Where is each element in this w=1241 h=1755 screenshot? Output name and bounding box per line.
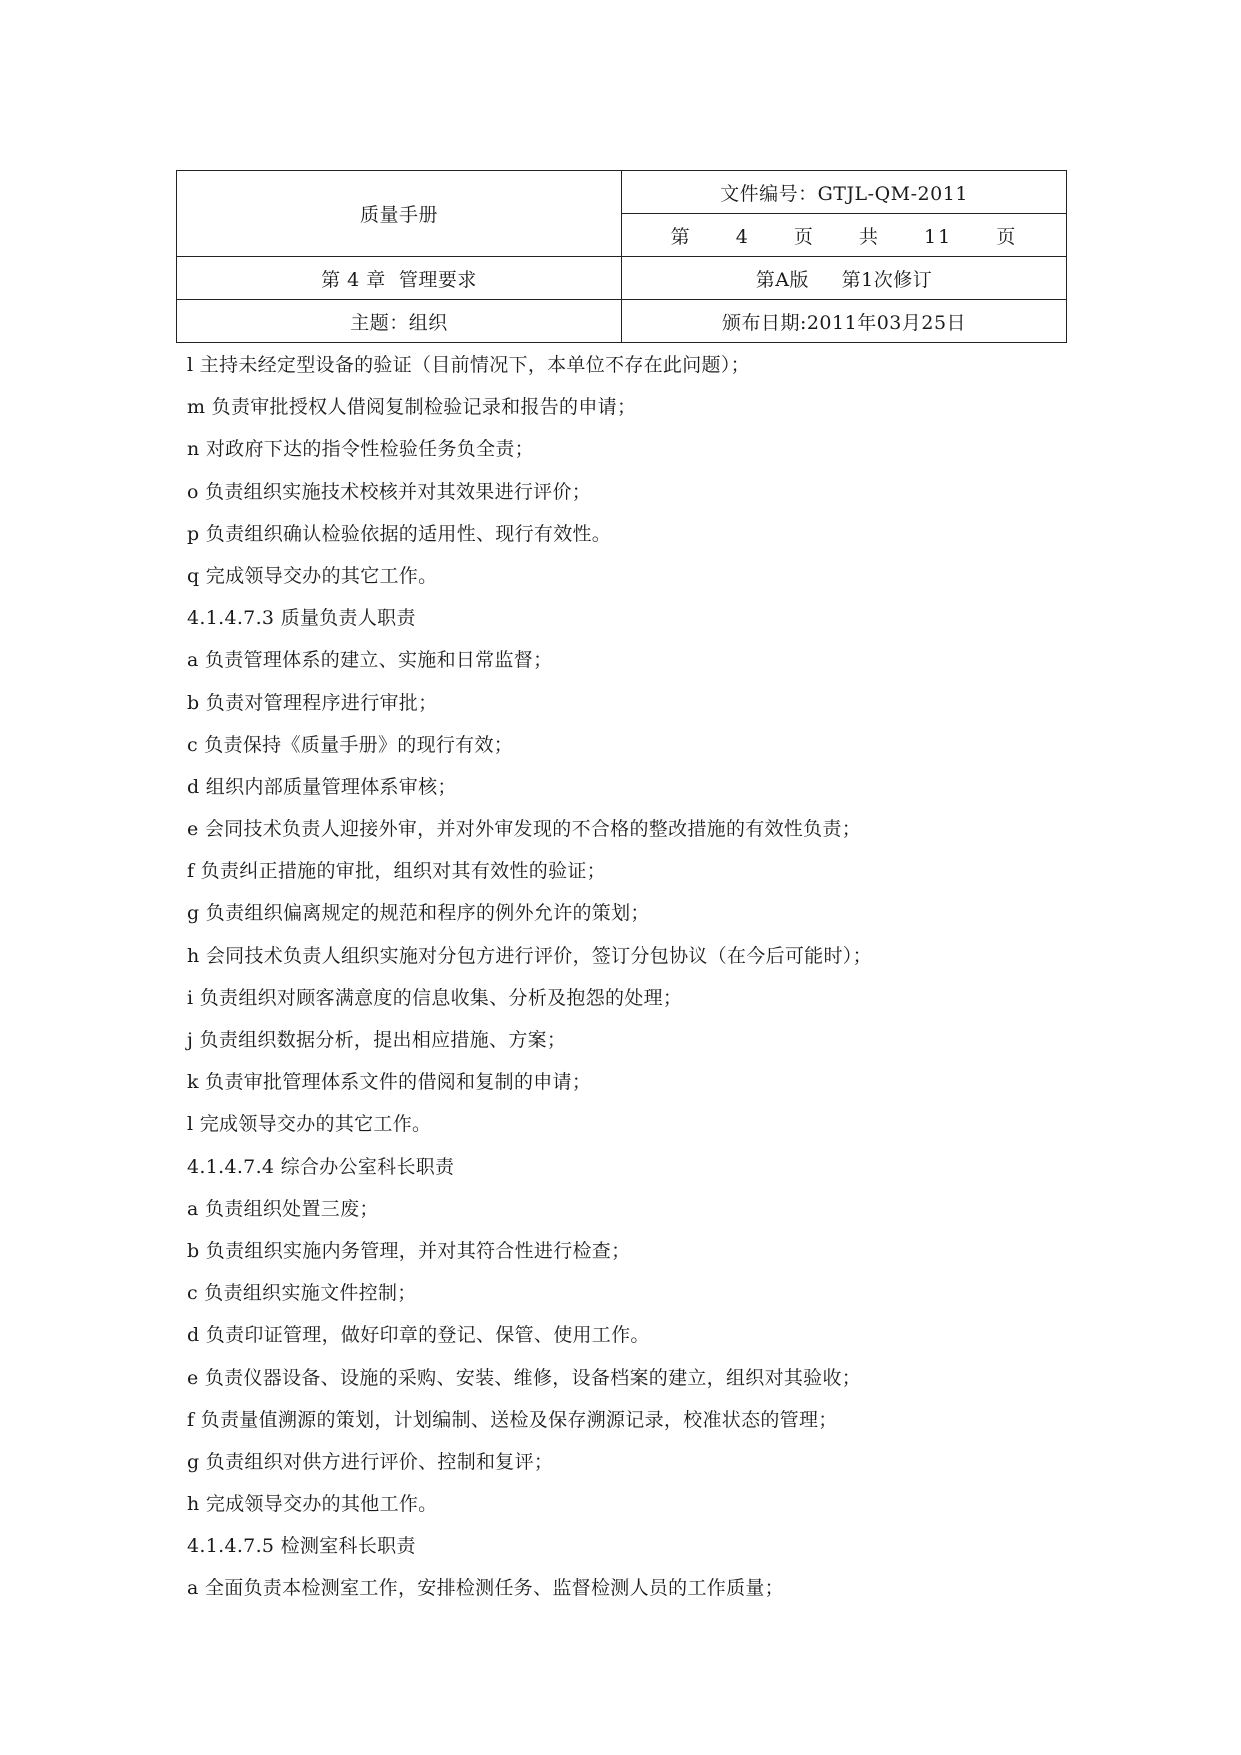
text-line: p 负责组织确认检验依据的适用性、现行有效性。 [187, 522, 612, 545]
issue-date: 颁布日期:2011年03月25日 [622, 300, 1067, 343]
text-line: l 完成领导交办的其它工作。 [187, 1113, 432, 1136]
text-line: a 全面负责本检测室工作，安排检测任务、监督检测人员的工作质量； [187, 1577, 784, 1600]
section-heading: 4.1.4.7.3 质量负责人职责 [187, 607, 416, 630]
section-heading: 4.1.4.7.5 检测室科长职责 [187, 1535, 416, 1558]
text-line: d 负责印证管理，做好印章的登记、保管、使用工作。 [187, 1324, 650, 1347]
text-line: g 负责组织偏离规定的规范和程序的例外允许的策划； [187, 902, 650, 925]
chapter-title: 第 4 章 管理要求 [177, 257, 622, 300]
text-line: e 会同技术负责人迎接外审，并对外审发现的不合格的整改措施的有效性负责； [187, 818, 862, 841]
text-line: h 会同技术负责人组织实施对分包方进行评价，签订分包协议（在今后可能时）； [187, 944, 872, 967]
page-info: 第 4 页 共 11 页 [622, 214, 1067, 257]
text-line: i 负责组织对顾客满意度的信息收集、分析及抱怨的处理； [187, 986, 683, 1009]
text-line: q 完成领导交办的其它工作。 [187, 564, 438, 587]
text-line: e 负责仪器设备、设施的采购、安装、维修，设备档案的建立，组织对其验收； [187, 1366, 862, 1389]
document-header-table [176, 170, 1067, 343]
text-line: f 负责纠正措施的审批，组织对其有效性的验证； [187, 860, 606, 883]
document-body [187, 344, 1067, 1610]
text-line: c 负责保持《质量手册》的现行有效； [187, 733, 514, 756]
text-line: o 负责组织实施技术校核并对其效果进行评价； [187, 480, 592, 503]
text-line: c 负责组织实施文件控制； [187, 1282, 417, 1305]
text-line: k 负责审批管理体系文件的借阅和复制的申请； [187, 1071, 592, 1094]
text-line: a 负责管理体系的建立、实施和日常监督； [187, 649, 553, 672]
text-line: a 负责组织处置三废； [187, 1197, 379, 1220]
subject: 主题：组织 [177, 300, 622, 343]
section-heading: 4.1.4.7.4 综合办公室科长职责 [187, 1155, 455, 1178]
text-line: n 对政府下达的指令性检验任务负全责； [187, 438, 534, 461]
text-line: b 负责对管理程序进行审批； [187, 691, 438, 714]
revision-info: 第A版 第1次修订 [622, 257, 1067, 300]
text-line: d 组织内部质量管理体系审核； [187, 775, 457, 798]
text-line: l 主持未经定型设备的验证（目前情况下，本单位不存在此问题）； [187, 354, 750, 376]
text-line: m 负责审批授权人借阅复制检验记录和报告的申请； [187, 396, 637, 419]
text-line: f 负责量值溯源的策划，计划编制、送检及保存溯源记录，校准状态的管理； [187, 1408, 838, 1431]
text-line: j 负责组织数据分析，提出相应措施、方案； [187, 1029, 567, 1051]
text-line: h 完成领导交办的其他工作。 [187, 1493, 438, 1516]
doc-number: 文件编号：GTJL-QM-2011 [622, 171, 1067, 214]
text-line: b 负责组织实施内务管理，并对其符合性进行检查； [187, 1239, 631, 1262]
manual-title: 质量手册 [177, 171, 622, 257]
text-line: g 负责组织对供方进行评价、控制和复评； [187, 1450, 554, 1473]
